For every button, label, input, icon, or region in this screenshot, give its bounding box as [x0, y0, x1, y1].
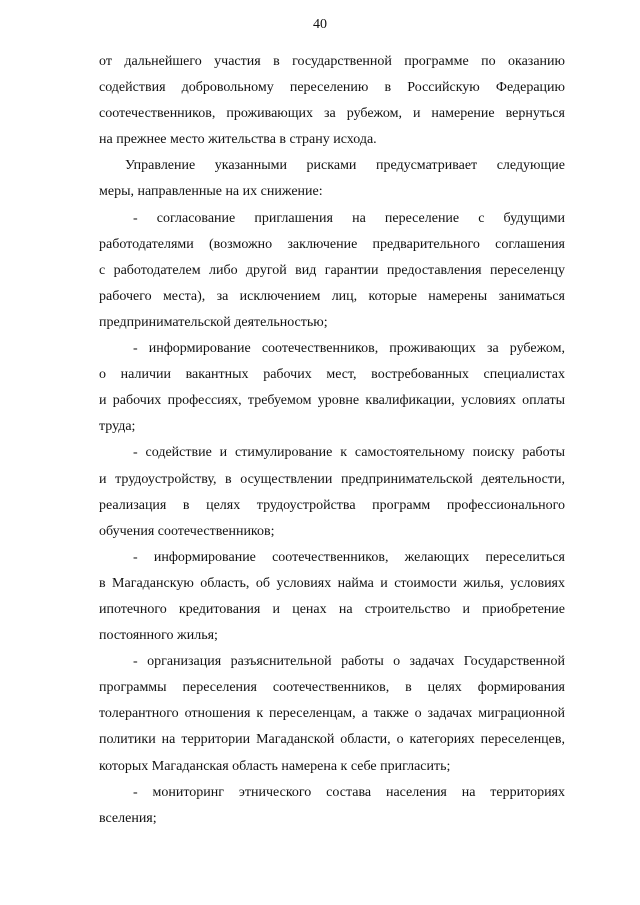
text-line: соотечественников, проживающих за рубежом, и намерение вернуться — [99, 106, 565, 122]
page-number: 40 — [313, 17, 327, 32]
document-body — [99, 49, 565, 832]
text-line: вселения; — [99, 810, 157, 826]
text-line: реализация в целях трудоустройства программ профессионального — [99, 497, 565, 513]
text-line: - информирование соотечественников, проживающих за рубежом, — [133, 341, 565, 357]
text-line: - информирование соотечественников, желающих переселиться — [133, 549, 565, 565]
text-line: обучения соотечественников; — [99, 523, 275, 539]
text-line: работодателями (возможно заключение предварительного соглашения — [99, 236, 565, 252]
text-line: от дальнейшего участия в государственной программе по оказанию — [99, 54, 565, 69]
text-line: постоянного жилья; — [99, 628, 218, 644]
text-line: толерантного отношения к переселенцам, а также о задачах миграционной — [99, 706, 565, 722]
text-line: в Магаданскую область, об условиях найма и стоимости жилья, условиях — [99, 575, 565, 591]
text-line: на прежнее место жительства в страну исхода. — [99, 132, 377, 148]
text-line: политики на территории Магаданской области, о категориях переселенцев, — [99, 732, 565, 748]
text-line: - согласование приглашения на переселение с будущими — [133, 210, 565, 226]
text-line: труда; — [99, 419, 136, 435]
text-line: - организация разъяснительной работы о задачах Государственной — [133, 654, 565, 670]
text-line: и рабочих профессиях, требуемом уровне квалификации, условиях оплаты — [99, 393, 565, 409]
text-line: с работодателем либо другой вид гарантии предоставления переселенцу — [99, 262, 565, 278]
text-line: которых Магаданская область намерена к себе пригласить; — [99, 758, 451, 774]
text-line: программы переселения соотечественников, в целях формирования — [99, 680, 565, 696]
text-line: содействия добровольному переселению в Российскую Федерацию — [99, 80, 565, 96]
text-line: и трудоустройству, в осуществлении предпринимательской деятельности, — [99, 471, 565, 487]
text-line: о наличии вакантных рабочих мест, востребованных специалистах — [99, 367, 565, 383]
text-line: - мониторинг этнического состава населения на территориях — [133, 784, 565, 800]
text-line: - содействие и стимулирование к самостоятельному поиску работы — [133, 445, 565, 461]
text-line: Управление указанными рисками предусматривает следующие — [125, 158, 565, 174]
text-line: меры, направленные на их снижение: — [99, 184, 323, 200]
text-line: ипотечного кредитования и ценах на строительство и приобретение — [99, 601, 565, 617]
text-line: рабочего места), за исключением лиц, которые намерены заниматься — [99, 288, 565, 304]
text-line: предпринимательской деятельностью; — [99, 314, 328, 330]
